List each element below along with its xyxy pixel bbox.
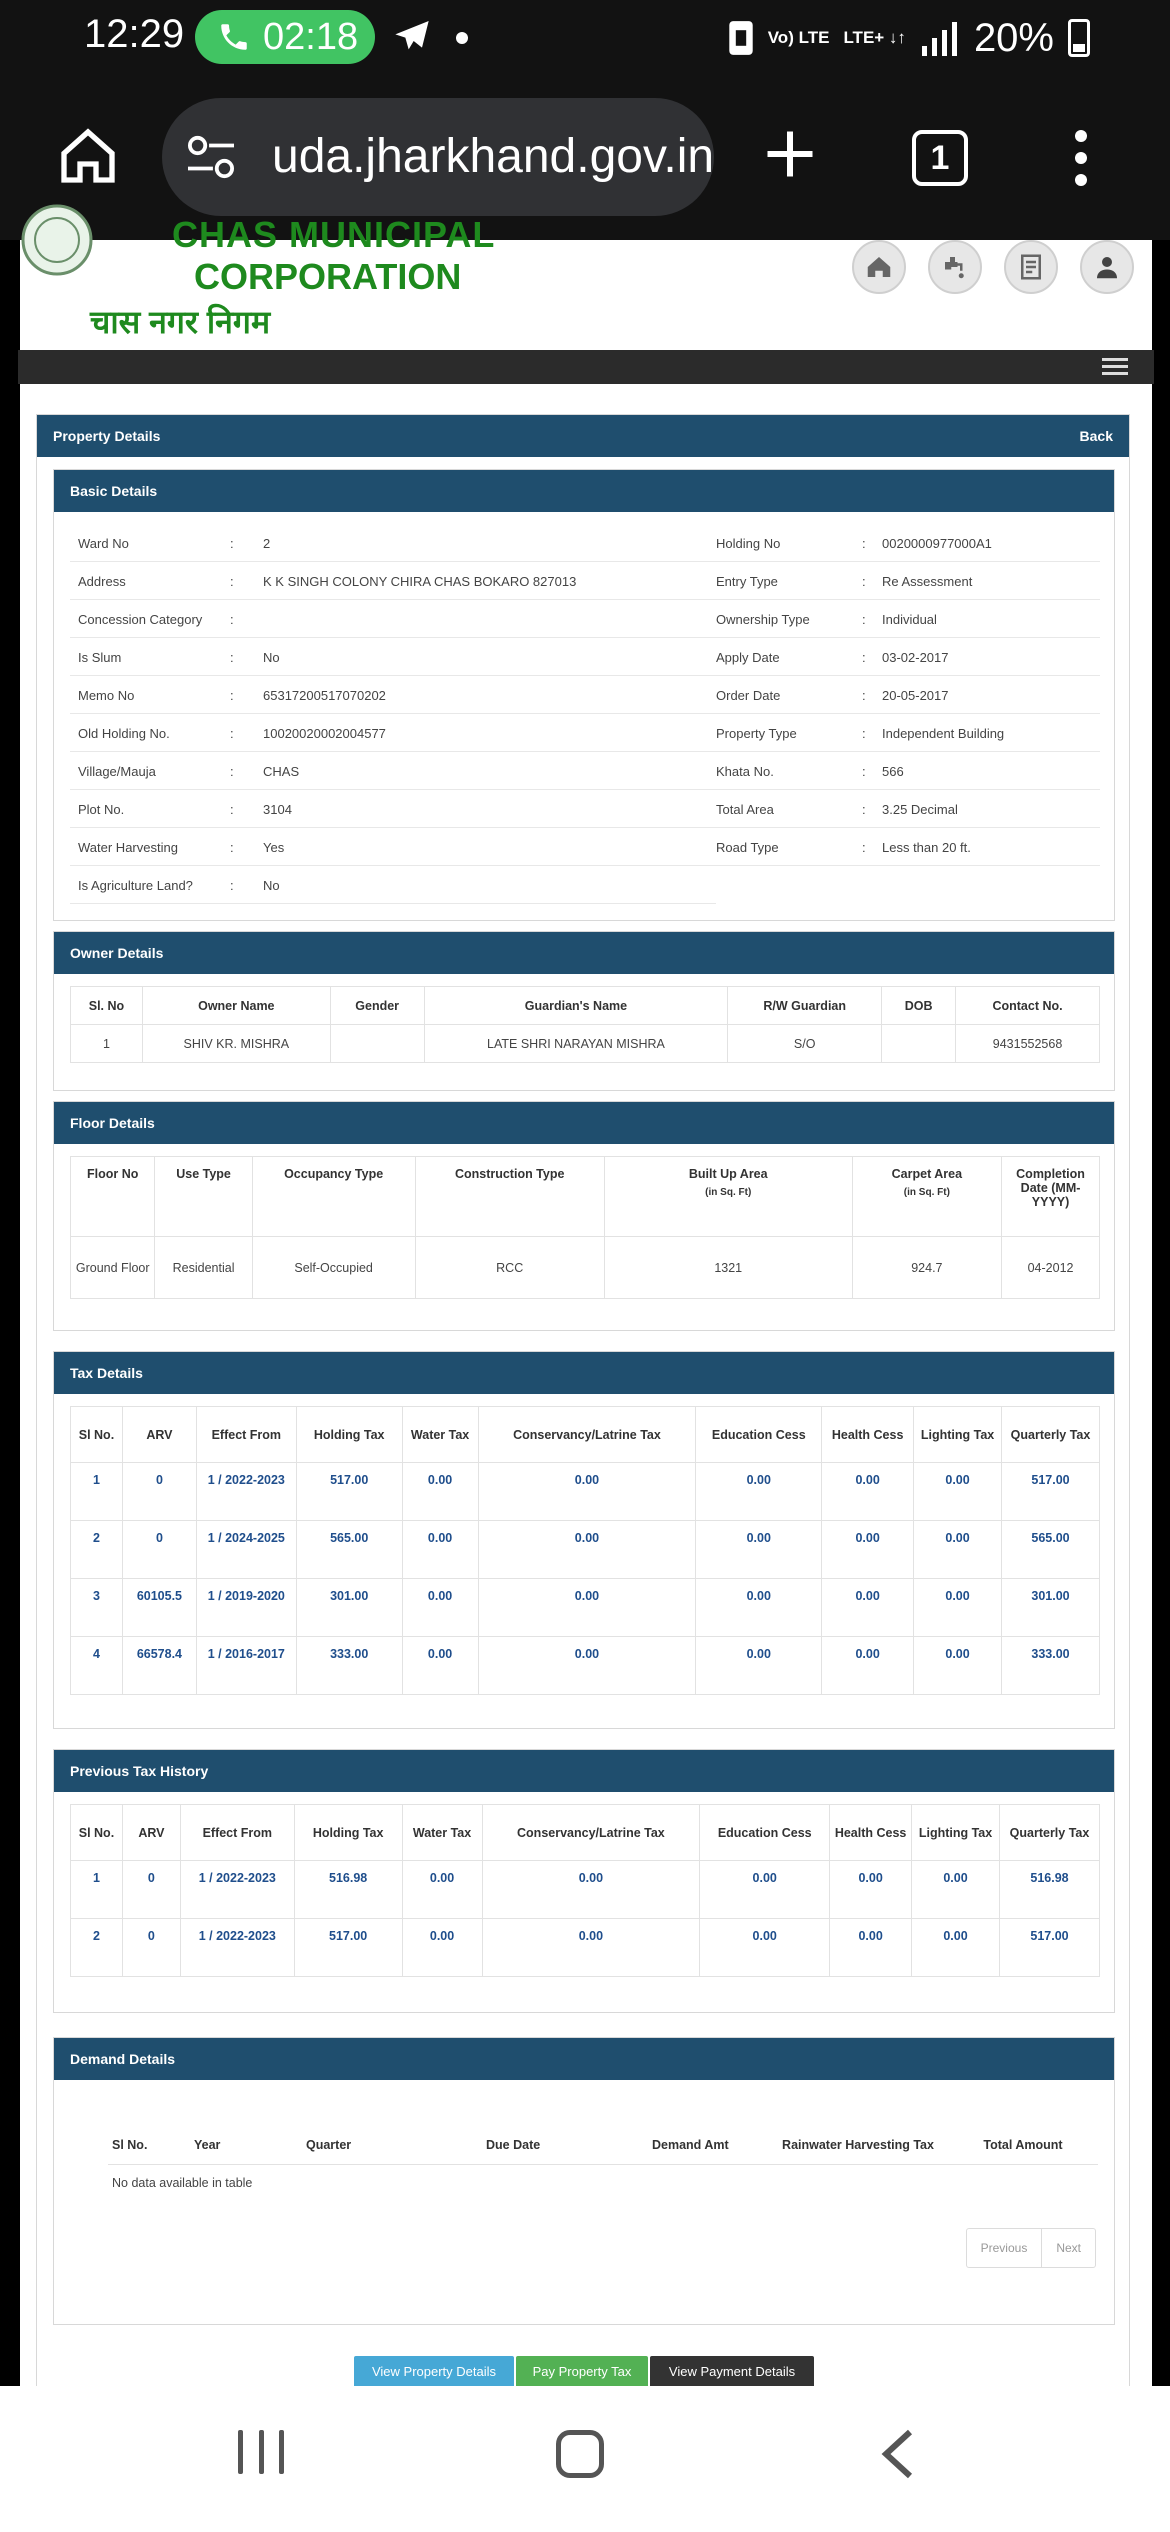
column-header-label: Education Cess [717,1825,812,1840]
table-cell: 517.00 [1000,1919,1100,1977]
column-header-label: ARV [138,1825,165,1840]
column-header [696,1407,822,1463]
new-tab-icon[interactable] [760,124,820,184]
column-header [956,987,1100,1025]
table-cell: 0.00 [914,1637,1002,1695]
column-header-label: Floor No [87,1167,139,1181]
table-cell [330,1025,424,1063]
detail-label: Order Date [716,688,781,703]
site-title-partial: CHAS MUNICIPAL [172,214,496,255]
url-text: uda.jharkhand.gov.in [272,130,715,183]
column-header [71,1157,155,1237]
detail-label: Khata No. [716,764,774,779]
table-cell: 0.00 [402,1463,478,1521]
view-payment-button[interactable]: View Payment Details [650,2356,814,2388]
colon: : [862,536,866,551]
column-header-label: Water Tax [412,1825,472,1840]
header-home-icon[interactable] [852,240,906,294]
detail-value: No [263,650,280,665]
colon: : [230,802,234,817]
column-header [196,1407,296,1463]
demand-table [108,2094,1098,2202]
column-header [296,1407,402,1463]
table-cell: Self-Occupied [252,1237,415,1299]
detail-label: Concession Category [78,612,203,627]
detail-value: Re Assessment [882,574,973,589]
document-icon[interactable] [1004,240,1058,294]
user-icon[interactable] [1080,240,1134,294]
address-bar[interactable] [162,98,714,216]
table-cell: 301.00 [1002,1579,1100,1637]
table-cell: 0.00 [696,1637,822,1695]
column-header-label: Built Up Area [688,1167,768,1181]
table-cell: 1 [71,1463,123,1521]
detail-value: Less than 20 ft. [882,840,971,855]
colon: : [230,840,234,855]
column-header-label: Lighting Tax [918,1825,993,1840]
column-header [700,1805,830,1861]
sim-icon [728,19,754,57]
table-cell: 1 [71,1861,123,1919]
table-cell: 0.00 [402,1861,482,1919]
table-cell: 0.00 [822,1463,914,1521]
column-header-label: Guardian's Name [524,998,628,1013]
colon: : [862,650,866,665]
hamburger-menu-icon[interactable] [1102,358,1128,376]
detail-value: Independent Building [882,726,1005,741]
table-cell: 0.00 [700,1919,830,1977]
municipal-logo [20,230,94,280]
pagination [966,2228,1096,2268]
column-header-label: Education Cess [711,1427,806,1442]
table-row [71,1521,1100,1579]
table-cell: 0.00 [478,1463,696,1521]
table-cell: 2 [71,1521,123,1579]
site-settings-icon[interactable] [186,134,236,180]
call-indicator[interactable] [195,10,375,64]
floor-details-panel [53,1101,1115,1331]
pagination-next[interactable]: Next [1041,2229,1095,2267]
detail-row [70,828,1100,866]
detail-value: 2 [263,536,271,551]
detail-row [70,866,716,904]
detail-row [70,600,1100,638]
column-header-label: Gender [355,998,400,1013]
table-row [108,2164,1098,2202]
detail-label: Ownership Type [716,612,810,627]
detail-value: Yes [263,840,285,855]
table-cell: 1 [71,1025,143,1063]
detail-label: Address [78,574,126,589]
detail-label: Holding No [716,536,781,551]
table-cell: Residential [155,1237,252,1299]
column-header-label: Holding Tax [313,1427,385,1442]
detail-value: 3.25 Decimal [882,802,958,817]
detail-value: K K SINGH COLONY CHIRA CHAS BOKARO 827013 [263,574,577,589]
table-header-row [71,1407,1100,1463]
table-cell [882,1025,956,1063]
column-header-label: Use Type [176,1167,231,1181]
table-cell: 0.00 [482,1919,700,1977]
detail-label: Is Slum [78,650,122,665]
unit-label: (in Sq. Ft) [705,1187,752,1198]
unit-label: (in Sq. Ft) [903,1187,950,1198]
colon: : [862,764,866,779]
colon: : [230,726,234,741]
table-cell: S/O [728,1025,882,1063]
property-details-header [37,415,1129,457]
column-header-label: Lighting Tax [920,1427,995,1442]
column-header [71,987,143,1025]
column-header [330,987,424,1025]
detail-value: 566 [882,764,904,779]
table-cell: 0.00 [402,1579,478,1637]
table-cell: 517.00 [1002,1463,1100,1521]
tax-details-panel [53,1351,1115,1729]
previous-tax-header: Previous Tax History [54,1750,1114,1792]
signal-icon [920,20,960,56]
system-home-icon[interactable] [556,2430,604,2478]
detail-value: No [263,878,280,893]
column-header-label: Sl. No [88,998,125,1013]
table-cell: 0 [122,1463,196,1521]
table-cell: 0.00 [482,1861,700,1919]
column-header [142,987,330,1025]
colon: : [230,650,234,665]
colon: : [230,878,234,893]
home-icon[interactable] [56,124,120,188]
table-cell: 0.00 [830,1861,912,1919]
table-cell: 0.00 [696,1521,822,1579]
table-cell: 0.00 [402,1919,482,1977]
table-cell: 0.00 [402,1637,478,1695]
colon: : [862,688,866,703]
floor-details-header: Floor Details [54,1102,1114,1144]
column-header: Demand Amt [648,2094,768,2164]
column-header-label: DOB [904,998,933,1013]
more-menu-icon[interactable] [1066,124,1096,188]
column-header-label: Quarterly Tax [1009,1825,1090,1840]
tax-table [70,1406,1100,1695]
column-header [402,1805,482,1861]
column-header-label: Water Tax [410,1427,470,1442]
network-label-2: LTE+ ↓↑ [843,28,906,47]
column-header-label: R/W Guardian [763,998,847,1013]
column-header-label: Contact No. [992,998,1063,1013]
detail-row [70,638,1100,676]
tax-details-header: Tax Details [54,1352,1114,1394]
column-header [402,1407,478,1463]
table-cell: 1 / 2019-2020 [196,1579,296,1637]
battery-percent: 20% [973,15,1054,60]
detail-label: Plot No. [78,802,125,817]
table-cell: Ground Floor [71,1237,155,1299]
detail-row [70,790,1100,828]
table-cell: 517.00 [296,1463,402,1521]
table-cell: RCC [415,1237,604,1299]
column-header [294,1805,402,1861]
table-row [71,1237,1100,1299]
column-header-label: Holding Tax [312,1825,384,1840]
column-header: Sl No. [108,2094,190,2164]
detail-value: 20-05-2017 [882,688,949,703]
colon: : [230,688,234,703]
detail-label: Old Holding No. [78,726,170,741]
table-cell: 0.00 [912,1861,1000,1919]
column-header [180,1805,294,1861]
call-timer: 02:18 [263,16,359,58]
table-cell: 333.00 [296,1637,402,1695]
table-cell: 60105.5 [122,1579,196,1637]
pay-property-tax-button[interactable]: Pay Property Tax [516,2356,648,2388]
detail-value: CHAS [263,764,300,779]
table-cell: 0.00 [402,1521,478,1579]
table-header-row [71,1157,1100,1237]
column-header [1002,1407,1100,1463]
table-cell: 0.00 [914,1579,1002,1637]
table-cell: 0.00 [822,1521,914,1579]
site-header [20,214,1152,350]
table-row [71,1025,1100,1063]
column-header [252,1157,415,1237]
column-header-label: Occupancy Type [284,1167,384,1181]
water-tap-icon[interactable] [928,240,982,294]
site-title: CORPORATION [194,256,462,297]
table-cell: 301.00 [296,1579,402,1637]
property-details-title: Property Details [53,428,161,444]
table-cell: 0.00 [696,1463,822,1521]
table-cell: 0.00 [700,1861,830,1919]
table-cell: 1 / 2022-2023 [196,1463,296,1521]
detail-label: Memo No [78,688,135,703]
table-cell: LATE SHRI NARAYAN MISHRA [424,1025,728,1063]
demand-details-header: Demand Details [54,2038,1114,2080]
detail-value: 65317200517070202 [263,688,386,703]
table-cell: 333.00 [1002,1637,1100,1695]
table-cell: 516.98 [1000,1861,1100,1919]
column-header [424,987,728,1025]
detail-label: Total Area [716,802,774,817]
column-header-label: Effect From [202,1825,273,1840]
table-cell: 0.00 [478,1637,696,1695]
column-header: Rainwater Harvesting Tax [768,2094,948,2164]
column-header-label: Sl No. [78,1427,115,1442]
table-cell: 0 [122,1919,180,1977]
table-cell: 3 [71,1579,123,1637]
table-cell: 04-2012 [1002,1237,1100,1299]
telegram-icon [390,16,434,56]
clock: 12:29 [84,12,185,56]
column-header [122,1407,196,1463]
colon: : [230,612,234,627]
column-header-label: Completion Date (MM-YYYY) [1016,1167,1085,1209]
table-cell: 565.00 [296,1521,402,1579]
table-cell: 9431552568 [956,1025,1100,1063]
table-cell: 1 / 2022-2023 [180,1861,294,1919]
table-row [71,1463,1100,1521]
column-header-label: Conservancy/Latrine Tax [513,1427,661,1442]
battery-icon [1068,19,1090,57]
tab-switcher-button[interactable]: 1 [912,130,968,186]
property-details-card [36,414,1130,2394]
column-header [122,1805,180,1861]
column-header [1002,1157,1100,1237]
detail-label: Is Agriculture Land? [78,878,193,893]
detail-row [70,676,1100,714]
table-cell: 0 [122,1521,196,1579]
table-row [71,1861,1100,1919]
column-header-label: ARV [146,1427,173,1442]
detail-value: Individual [882,612,937,627]
column-header [822,1407,914,1463]
detail-label: Water Harvesting [78,840,178,855]
detail-label: Property Type [716,726,797,741]
table-cell: 516.98 [294,1861,402,1919]
column-header [728,987,882,1025]
detail-value: 10020020002004577 [263,726,386,741]
table-cell: 924.7 [852,1237,1001,1299]
detail-value: 0020000977000A1 [882,536,992,551]
site-navbar [18,350,1154,384]
column-header: Total Amount [948,2094,1098,2164]
column-header-label: Health Cess [834,1825,907,1840]
table-cell: 0.00 [822,1637,914,1695]
column-header [912,1805,1000,1861]
back-icon[interactable] [878,2428,918,2480]
phone-icon [217,20,251,54]
network-label: Vo) LTE [767,28,830,47]
previous-tax-panel [53,1749,1115,2013]
back-link[interactable]: Back [1079,428,1113,444]
previous-tax-table [70,1804,1100,1977]
column-header-label: Sl No. [78,1825,115,1840]
table-row [71,1919,1100,1977]
table-cell: 66578.4 [122,1637,196,1695]
detail-row [70,752,1100,790]
detail-label: Ward No [78,536,129,551]
floor-table [70,1156,1100,1299]
table-cell: 0.00 [830,1919,912,1977]
basic-details-panel [53,469,1115,921]
detail-label: Apply Date [716,650,780,665]
table-cell: 0.00 [478,1521,696,1579]
table-cell: 1 / 2024-2025 [196,1521,296,1579]
column-header [415,1157,604,1237]
column-header-label: Quarterly Tax [1010,1427,1091,1442]
column-header [604,1157,852,1237]
table-header-row [71,1805,1100,1861]
table-row [71,1579,1100,1637]
table-cell: 1 / 2022-2023 [180,1919,294,1977]
table-cell: 0.00 [822,1579,914,1637]
column-header [71,1805,123,1861]
table-cell: 0.00 [696,1579,822,1637]
table-cell: 0.00 [912,1919,1000,1977]
colon: : [230,536,234,551]
table-header-row [108,2094,1098,2164]
column-header: Year [190,2094,302,2164]
table-cell: SHIV KR. MISHRA [142,1025,330,1063]
basic-details-header: Basic Details [54,470,1114,512]
column-header: Due Date [482,2094,648,2164]
demand-details-panel [53,2037,1115,2325]
pagination-previous[interactable]: Previous [980,2241,1028,2255]
recents-icon[interactable] [238,2430,284,2474]
column-header-label: Effect From [211,1427,282,1442]
web-page [20,214,1152,2386]
table-header-row [71,987,1100,1025]
detail-label: Entry Type [716,574,778,589]
table-cell: 2 [71,1919,123,1977]
column-header [71,1407,123,1463]
colon: : [862,802,866,817]
table-cell: 4 [71,1637,123,1695]
column-header-label: Health Cess [831,1427,904,1442]
table-row [71,1637,1100,1695]
table-cell: 0.00 [478,1579,696,1637]
column-header [482,1805,700,1861]
table-cell: 1321 [604,1237,852,1299]
column-header-label: Construction Type [454,1167,565,1181]
table-cell: 0.00 [914,1521,1002,1579]
colon: : [862,840,866,855]
action-buttons [354,2356,814,2388]
owner-details-header: Owner Details [54,932,1114,974]
system-nav-bar [0,2386,1170,2532]
owner-table [70,986,1100,1063]
column-header [830,1805,912,1861]
site-title-hindi: चास नगर निगम [90,304,271,340]
column-header [155,1157,252,1237]
detail-row [70,524,1100,562]
owner-details-panel [53,931,1115,1091]
colon: : [862,574,866,589]
colon: : [230,764,234,779]
detail-row [70,562,1100,600]
empty-table-message: No data available in table [112,2176,253,2191]
table-cell: 565.00 [1002,1521,1100,1579]
column-header [882,987,956,1025]
column-header [852,1157,1001,1237]
table-cell: 0 [122,1861,180,1919]
column-header [914,1407,1002,1463]
detail-label: Village/Mauja [78,764,156,779]
column-header-label: Conservancy/Latrine Tax [517,1825,665,1840]
table-cell: 1 / 2016-2017 [196,1637,296,1695]
column-header [1000,1805,1100,1861]
colon: : [862,726,866,741]
column-header-label: Owner Name [198,998,275,1013]
colon: : [862,612,866,627]
detail-label: Road Type [716,840,779,855]
table-cell: 0.00 [914,1463,1002,1521]
notification-dot [456,32,468,44]
column-header [478,1407,696,1463]
table-cell: 517.00 [294,1919,402,1977]
column-header-label: Carpet Area [891,1167,963,1181]
detail-value: 03-02-2017 [882,650,949,665]
column-header: Quarter [302,2094,482,2164]
detail-value: 3104 [263,802,292,817]
view-property-button[interactable]: View Property Details [354,2356,514,2388]
colon: : [230,574,234,589]
status-bar [0,0,1170,80]
detail-row [70,714,1100,752]
